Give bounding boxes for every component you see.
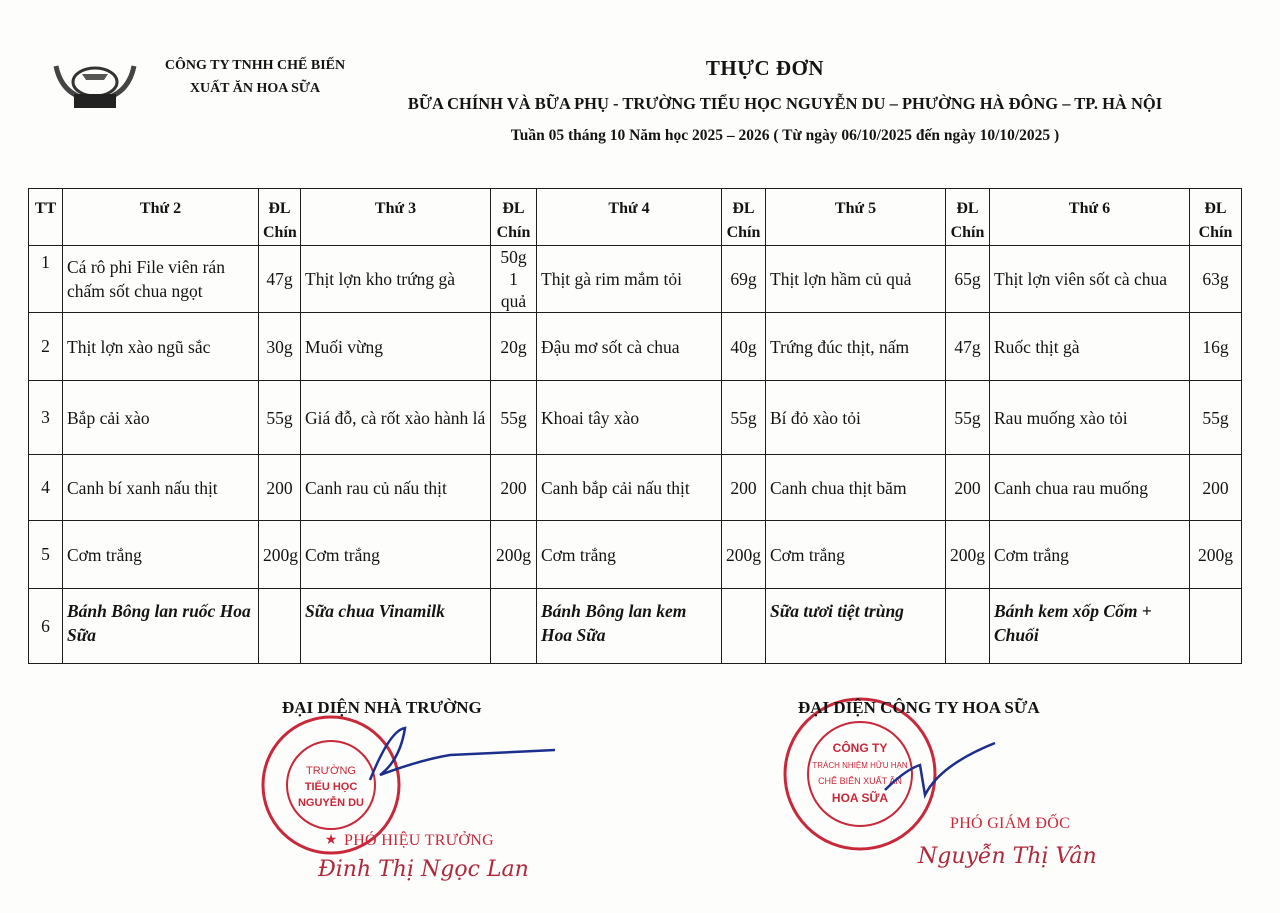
qty-cell: 55g	[491, 381, 537, 455]
document-subtitle: BỮA CHÍNH VÀ BỮA PHỤ - TRƯỜNG TIỂU HỌC NGUYỄN DU – PHƯỜNG HÀ ĐÔNG – TP. HÀ NỘI	[407, 94, 1163, 113]
dish-cell: Rau muống xào tỏi	[990, 381, 1190, 455]
qty-cell: 16g	[1190, 313, 1242, 381]
qty-cell: 55g	[1190, 381, 1242, 455]
dish-cell: Thịt lợn xào ngũ sắc	[63, 313, 259, 381]
qty-cell: 200	[259, 455, 301, 521]
header-tt: TT	[29, 189, 63, 246]
row-number: 2	[29, 313, 63, 381]
company-signer-name: Nguyễn Thị Vân	[918, 844, 1097, 869]
svg-text:★: ★	[324, 833, 338, 848]
header-qty: ĐL Chín	[491, 189, 537, 246]
school-representative-title: ĐẠI DIỆN NHÀ TRƯỜNG	[282, 698, 482, 717]
qty-cell: 30g	[259, 313, 301, 381]
school-signer-name: Đinh Thị Ngọc Lan	[318, 857, 529, 882]
svg-text:TRƯỜNG: TRƯỜNG	[306, 765, 356, 777]
header-qty: ĐL Chín	[722, 189, 766, 246]
dish-cell: Trứng đúc thịt, nấm	[766, 313, 946, 381]
qty-cell: 200g	[1190, 521, 1242, 589]
table-row	[29, 455, 1242, 521]
dish-cell: Bánh Bông lan kem Hoa Sữa	[537, 589, 722, 664]
dish-cell: Cơm trắng	[766, 521, 946, 589]
dish-cell: Bánh kem xốp Cốm + Chuối	[990, 589, 1190, 664]
row-number: 5	[29, 521, 63, 589]
dish-cell: Thịt lợn viên sốt cà chua	[990, 246, 1190, 313]
qty-cell	[1190, 589, 1242, 664]
dish-cell: Canh chua thịt băm	[766, 455, 946, 521]
company-signer-role: PHÓ GIÁM ĐỐC	[950, 815, 1071, 832]
dish-cell: Bí đỏ xào tỏi	[766, 381, 946, 455]
row-number: 3	[29, 381, 63, 455]
dish-cell: Cơm trắng	[537, 521, 722, 589]
qty-cell: 50g 1 quả	[491, 246, 537, 313]
dish-cell: Sữa chua Vinamilk	[301, 589, 491, 664]
row-number: 4	[29, 455, 63, 521]
qty-cell: 200	[1190, 455, 1242, 521]
dish-cell: Thịt gà rim mắm tỏi	[537, 246, 722, 313]
qty-cell: 200g	[259, 521, 301, 589]
school-signer-role: PHÓ HIỆU TRƯỞNG	[344, 832, 494, 849]
svg-text:CÔNG TY: CÔNG TY	[832, 741, 888, 755]
dish-cell: Thịt lợn kho trứng gà	[301, 246, 491, 313]
dish-cell: Muối vừng	[301, 313, 491, 381]
qty-cell: 55g	[722, 381, 766, 455]
document-title: THỰC ĐƠN	[705, 56, 825, 80]
qty-cell: 65g	[946, 246, 990, 313]
qty-cell: 200	[491, 455, 537, 521]
header-day: Thứ 2	[63, 189, 259, 246]
qty-cell: 200	[946, 455, 990, 521]
table-row	[29, 313, 1242, 381]
qty-cell: 20g	[491, 313, 537, 381]
table-row	[29, 381, 1242, 455]
dish-cell: Giá đỗ, cà rốt xào hành lá	[301, 381, 491, 455]
header-qty: ĐL Chín	[259, 189, 301, 246]
table-row-snack	[29, 589, 1242, 664]
svg-text:NGUYỄN DU: NGUYỄN DU	[297, 797, 365, 809]
company-representative-title: ĐẠI DIỆN CÔNG TY HOA SỮA	[798, 698, 1040, 717]
svg-text:TIỂU HỌC: TIỂU HỌC	[304, 781, 358, 793]
header-qty: ĐL Chín	[946, 189, 990, 246]
header-qty: ĐL Chín	[1190, 189, 1242, 246]
qty-cell: 55g	[946, 381, 990, 455]
row-number: 1	[29, 246, 63, 313]
dish-cell: Canh bắp cải nấu thịt	[537, 455, 722, 521]
company-name-line1: CÔNG TY TNHH CHẾ BIẾN	[164, 58, 346, 73]
company-name-line2: XUẤT ĂN HOA SỮA	[189, 81, 321, 96]
qty-cell: 47g	[259, 246, 301, 313]
menu-table	[28, 188, 1242, 664]
row-number: 6	[29, 589, 63, 664]
svg-text:CHẾ BIẾN XUẤT ĂN: CHẾ BIẾN XUẤT ĂN	[818, 776, 902, 786]
qty-cell: 40g	[722, 313, 766, 381]
dish-cell: Cơm trắng	[301, 521, 491, 589]
dish-cell: Thịt lợn hầm củ quả	[766, 246, 946, 313]
dish-cell: Ruốc thịt gà	[990, 313, 1190, 381]
dish-cell: Cá rô phi File viên rán chấm sốt chua ngọt	[63, 246, 259, 313]
qty-cell	[259, 589, 301, 664]
dish-cell: Bánh Bông lan ruốc Hoa Sữa	[63, 589, 259, 664]
header-day: Thứ 3	[301, 189, 491, 246]
qty-cell: 69g	[722, 246, 766, 313]
dish-cell: Sữa tươi tiệt trùng	[766, 589, 946, 664]
dish-cell: Đậu mơ sốt cà chua	[537, 313, 722, 381]
qty-cell: 200g	[491, 521, 537, 589]
company-signature	[880, 735, 1000, 805]
header-day: Thứ 6	[990, 189, 1190, 246]
school-signature	[360, 720, 560, 790]
table-row	[29, 246, 1242, 313]
qty-cell: 200g	[946, 521, 990, 589]
dish-cell: Cơm trắng	[63, 521, 259, 589]
dish-cell: Khoai tây xào	[537, 381, 722, 455]
dish-cell: Canh rau củ nấu thịt	[301, 455, 491, 521]
table-header-row	[29, 189, 1242, 246]
header-day: Thứ 4	[537, 189, 722, 246]
qty-cell	[722, 589, 766, 664]
svg-text:HOA SỮA: HOA SỮA	[831, 791, 889, 805]
header-day: Thứ 5	[766, 189, 946, 246]
qty-cell: 200g	[722, 521, 766, 589]
qty-cell: 55g	[259, 381, 301, 455]
qty-cell: 63g	[1190, 246, 1242, 313]
week-range: Tuần 05 tháng 10 Năm học 2025 – 2026 ( Từ ngày 06/10/2025 đến ngày 10/10/2025 )	[510, 127, 1060, 144]
qty-cell: 200	[722, 455, 766, 521]
dish-cell: Cơm trắng	[990, 521, 1190, 589]
dish-cell: Canh chua rau muống	[990, 455, 1190, 521]
svg-text:TRÁCH NHIỆM HỮU HẠN: TRÁCH NHIỆM HỮU HẠN	[812, 761, 908, 770]
table-row	[29, 521, 1242, 589]
dish-cell: Bắp cải xào	[63, 381, 259, 455]
qty-cell	[491, 589, 537, 664]
dish-cell: Canh bí xanh nấu thịt	[63, 455, 259, 521]
qty-cell	[946, 589, 990, 664]
qty-cell: 47g	[946, 313, 990, 381]
